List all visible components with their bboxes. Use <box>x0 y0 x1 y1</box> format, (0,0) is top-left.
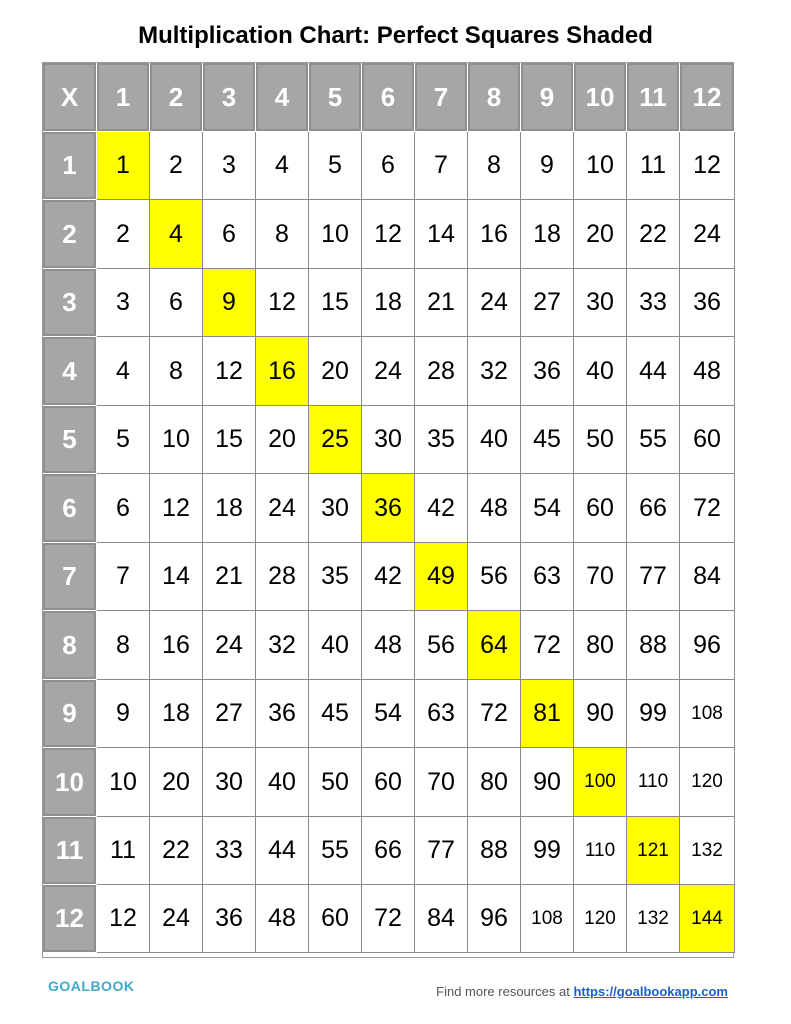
product-cell: 3 <box>97 269 150 337</box>
product-cell: 54 <box>521 474 574 543</box>
product-cell: 22 <box>150 817 203 885</box>
product-cell: 30 <box>309 474 362 543</box>
product-cell: 72 <box>362 885 415 953</box>
product-cell: 55 <box>309 817 362 885</box>
product-cell: 90 <box>574 680 627 748</box>
product-cell: 32 <box>468 337 521 406</box>
multiplication-grid <box>42 62 734 958</box>
product-cell: 132 <box>680 817 735 885</box>
row-header: 7 <box>43 543 97 611</box>
product-cell: 6 <box>203 200 256 269</box>
row-header: 5 <box>43 406 97 474</box>
product-cell: 84 <box>680 543 735 611</box>
product-cell: 99 <box>521 817 574 885</box>
product-cell: 66 <box>627 474 680 543</box>
product-cell: 21 <box>203 543 256 611</box>
product-cell: 10 <box>309 200 362 269</box>
product-cell: 24 <box>680 200 735 269</box>
product-cell: 40 <box>468 406 521 474</box>
product-cell: 20 <box>256 406 309 474</box>
product-cell: 40 <box>309 611 362 680</box>
product-cell: 35 <box>309 543 362 611</box>
product-cell: 18 <box>521 200 574 269</box>
product-cell: 55 <box>627 406 680 474</box>
goalbook-logo: GOALBOOK <box>48 978 135 994</box>
row-header: 11 <box>43 817 97 885</box>
product-cell: 18 <box>362 269 415 337</box>
product-cell: 11 <box>97 817 150 885</box>
product-cell: 60 <box>574 474 627 543</box>
product-cell: 96 <box>680 611 735 680</box>
perfect-square-cell: 100 <box>574 748 627 817</box>
product-cell: 12 <box>150 474 203 543</box>
product-cell: 110 <box>574 817 627 885</box>
product-cell: 14 <box>415 200 468 269</box>
column-header: 9 <box>521 63 574 132</box>
product-cell: 84 <box>415 885 468 953</box>
row-header: 10 <box>43 748 97 817</box>
product-cell: 28 <box>415 337 468 406</box>
product-cell: 18 <box>150 680 203 748</box>
product-cell: 77 <box>415 817 468 885</box>
product-cell: 63 <box>521 543 574 611</box>
product-cell: 33 <box>203 817 256 885</box>
product-cell: 72 <box>521 611 574 680</box>
product-cell: 56 <box>415 611 468 680</box>
product-cell: 80 <box>574 611 627 680</box>
row-header: 2 <box>43 200 97 269</box>
product-cell: 44 <box>256 817 309 885</box>
product-cell: 42 <box>415 474 468 543</box>
product-cell: 120 <box>574 885 627 953</box>
product-cell: 88 <box>468 817 521 885</box>
product-cell: 40 <box>574 337 627 406</box>
product-cell: 15 <box>203 406 256 474</box>
product-cell: 15 <box>309 269 362 337</box>
product-cell: 72 <box>468 680 521 748</box>
column-header: 12 <box>680 63 735 132</box>
column-header: 7 <box>415 63 468 132</box>
product-cell: 120 <box>680 748 735 817</box>
product-cell: 24 <box>256 474 309 543</box>
perfect-square-cell: 16 <box>256 337 309 406</box>
product-cell: 80 <box>468 748 521 817</box>
product-cell: 16 <box>468 200 521 269</box>
perfect-square-cell: 9 <box>203 269 256 337</box>
product-cell: 5 <box>309 132 362 200</box>
row-header: 12 <box>43 885 97 953</box>
product-cell: 54 <box>362 680 415 748</box>
product-cell: 9 <box>97 680 150 748</box>
product-cell: 60 <box>309 885 362 953</box>
product-cell: 30 <box>362 406 415 474</box>
column-header: 1 <box>97 63 150 132</box>
product-cell: 50 <box>309 748 362 817</box>
product-cell: 48 <box>256 885 309 953</box>
product-cell: 24 <box>362 337 415 406</box>
product-cell: 8 <box>256 200 309 269</box>
product-cell: 88 <box>627 611 680 680</box>
product-cell: 27 <box>203 680 256 748</box>
product-cell: 2 <box>150 132 203 200</box>
product-cell: 63 <box>415 680 468 748</box>
product-cell: 7 <box>97 543 150 611</box>
product-cell: 16 <box>150 611 203 680</box>
product-cell: 36 <box>521 337 574 406</box>
perfect-square-cell: 25 <box>309 406 362 474</box>
product-cell: 60 <box>362 748 415 817</box>
product-cell: 4 <box>97 337 150 406</box>
product-cell: 77 <box>627 543 680 611</box>
product-cell: 28 <box>256 543 309 611</box>
product-cell: 40 <box>256 748 309 817</box>
column-header: 5 <box>309 63 362 132</box>
product-cell: 70 <box>415 748 468 817</box>
product-cell: 12 <box>362 200 415 269</box>
column-header: 2 <box>150 63 203 132</box>
product-cell: 10 <box>97 748 150 817</box>
column-header: 10 <box>574 63 627 132</box>
product-cell: 8 <box>468 132 521 200</box>
product-cell: 90 <box>521 748 574 817</box>
product-cell: 36 <box>256 680 309 748</box>
product-cell: 66 <box>362 817 415 885</box>
row-header: 3 <box>43 269 97 337</box>
product-cell: 14 <box>150 543 203 611</box>
product-cell: 24 <box>468 269 521 337</box>
column-header: 6 <box>362 63 415 132</box>
product-cell: 45 <box>521 406 574 474</box>
product-cell: 30 <box>203 748 256 817</box>
product-cell: 56 <box>468 543 521 611</box>
product-cell: 6 <box>362 132 415 200</box>
page-title: Multiplication Chart: Perfect Squares Shaded <box>138 22 653 49</box>
product-cell: 48 <box>680 337 735 406</box>
product-cell: 50 <box>574 406 627 474</box>
product-cell: 6 <box>150 269 203 337</box>
footer <box>436 984 728 999</box>
product-cell: 12 <box>203 337 256 406</box>
corner-header: X <box>43 63 97 132</box>
column-header: 8 <box>468 63 521 132</box>
product-cell: 35 <box>415 406 468 474</box>
column-header: 4 <box>256 63 309 132</box>
product-cell: 108 <box>680 680 735 748</box>
product-cell: 9 <box>521 132 574 200</box>
perfect-square-cell: 144 <box>680 885 735 953</box>
product-cell: 10 <box>150 406 203 474</box>
perfect-square-cell: 121 <box>627 817 680 885</box>
product-cell: 8 <box>150 337 203 406</box>
product-cell: 11 <box>627 132 680 200</box>
product-cell: 5 <box>97 406 150 474</box>
perfect-square-cell: 36 <box>362 474 415 543</box>
product-cell: 42 <box>362 543 415 611</box>
product-cell: 60 <box>680 406 735 474</box>
perfect-square-cell: 49 <box>415 543 468 611</box>
product-cell: 12 <box>256 269 309 337</box>
column-header: 11 <box>627 63 680 132</box>
product-cell: 36 <box>680 269 735 337</box>
row-header: 9 <box>43 680 97 748</box>
product-cell: 96 <box>468 885 521 953</box>
product-cell: 132 <box>627 885 680 953</box>
product-cell: 20 <box>309 337 362 406</box>
product-cell: 22 <box>627 200 680 269</box>
product-cell: 48 <box>468 474 521 543</box>
product-cell: 8 <box>97 611 150 680</box>
perfect-square-cell: 1 <box>97 132 150 200</box>
product-cell: 20 <box>150 748 203 817</box>
product-cell: 33 <box>627 269 680 337</box>
product-cell: 27 <box>521 269 574 337</box>
product-cell: 6 <box>97 474 150 543</box>
perfect-square-cell: 64 <box>468 611 521 680</box>
product-cell: 32 <box>256 611 309 680</box>
row-header: 4 <box>43 337 97 406</box>
product-cell: 36 <box>203 885 256 953</box>
row-header: 8 <box>43 611 97 680</box>
row-header: 6 <box>43 474 97 543</box>
footer-text: Find more resources at <box>436 984 570 999</box>
product-cell: 48 <box>362 611 415 680</box>
product-cell: 12 <box>97 885 150 953</box>
product-cell: 20 <box>574 200 627 269</box>
product-cell: 24 <box>150 885 203 953</box>
product-cell: 45 <box>309 680 362 748</box>
product-cell: 30 <box>574 269 627 337</box>
product-cell: 4 <box>256 132 309 200</box>
product-cell: 110 <box>627 748 680 817</box>
product-cell: 44 <box>627 337 680 406</box>
perfect-square-cell: 81 <box>521 680 574 748</box>
product-cell: 2 <box>97 200 150 269</box>
product-cell: 70 <box>574 543 627 611</box>
product-cell: 21 <box>415 269 468 337</box>
product-cell: 18 <box>203 474 256 543</box>
column-header: 3 <box>203 63 256 132</box>
product-cell: 7 <box>415 132 468 200</box>
product-cell: 99 <box>627 680 680 748</box>
product-cell: 10 <box>574 132 627 200</box>
product-cell: 3 <box>203 132 256 200</box>
product-cell: 108 <box>521 885 574 953</box>
product-cell: 72 <box>680 474 735 543</box>
footer-link[interactable]: https://goalbookapp.com <box>573 984 728 999</box>
product-cell: 12 <box>680 132 735 200</box>
perfect-square-cell: 4 <box>150 200 203 269</box>
row-header: 1 <box>43 132 97 200</box>
product-cell: 24 <box>203 611 256 680</box>
